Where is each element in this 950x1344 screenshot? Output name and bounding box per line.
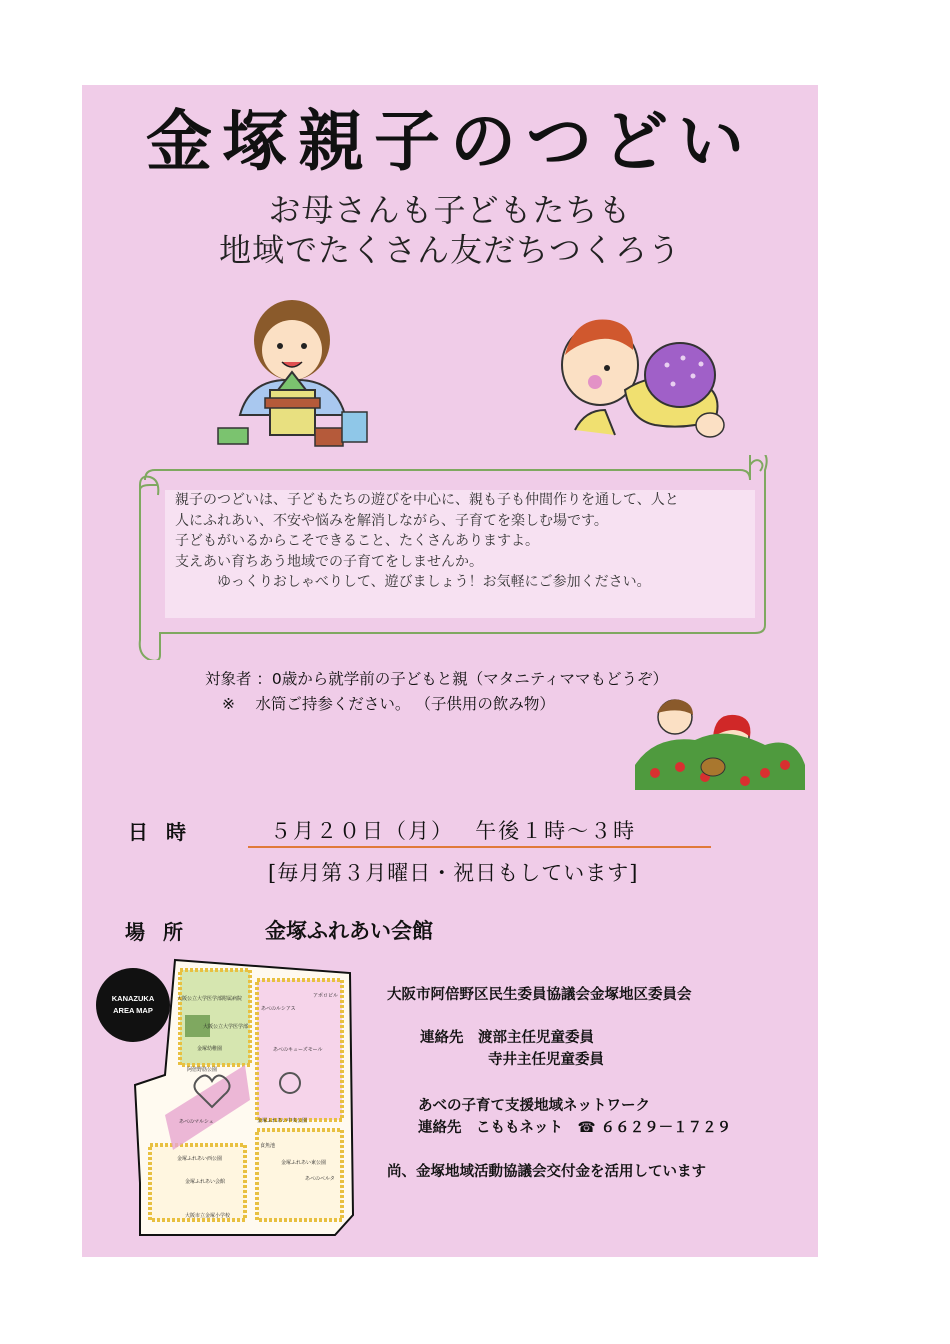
map-label-marche: あべのマルシェ	[179, 1119, 214, 1125]
kids-strawberry-field-illustration	[635, 695, 805, 790]
water-bottle-note: ※ 水筒ご持参ください。 （子供用の飲み物）	[222, 695, 555, 713]
grant-note: 尚、金塚地域活動協議会交付金を活用しています	[387, 1164, 706, 1180]
map-label-park-abeno: 阿倍野筋公園	[187, 1067, 218, 1073]
date-underline	[248, 846, 711, 848]
committee-name: 大阪市阿倍野区民生委員協議会金塚地区委員会	[387, 987, 692, 1003]
message-box	[165, 490, 755, 618]
boy-with-blocks-illustration	[210, 290, 375, 450]
network-name: あべの子育て支援地域ネットワーク	[418, 1098, 650, 1114]
message-line-2: 人にふれあい、不安や悩みを解消しながら、子育てを楽しむ場です。	[175, 512, 608, 529]
map-badge-line-2: AREA MAP	[113, 1006, 153, 1015]
target-audience: 対象者 ：0歳から就学前の子どもと親（マタニティママもどうぞ）	[205, 670, 669, 688]
map-label-med: 大阪公立大学医学部	[203, 1024, 249, 1030]
map-label-hall: 金塚ふれあい会館	[185, 1179, 226, 1185]
subtitle-line-2: 地域でたくさん友だちつくろう	[219, 231, 681, 269]
contact-1: 連絡先 渡部主任児童委員	[420, 1030, 594, 1046]
map-badge-line-1: KANAZUKA	[111, 994, 155, 1003]
map-label-east-park: 金塚ふれあい東公園	[281, 1160, 327, 1166]
map-label-lucias: あべのルシアス	[261, 1006, 296, 1012]
place-label: 場所	[125, 920, 201, 944]
date-value: ５月２０日（月） 午後１時～３時	[270, 819, 637, 843]
map-label-kinder: 金塚幼稚園	[197, 1046, 223, 1052]
place-value: 金塚ふれあい会館	[265, 919, 433, 943]
map-label-center-park: 金塚ふれあい中央公園	[257, 1118, 308, 1124]
map-label-school: 大阪市立金塚小学校	[185, 1213, 231, 1219]
crawling-baby-illustration	[555, 310, 730, 450]
map-label-west-park: 金塚ふれあい西公園	[177, 1156, 223, 1162]
date-monthly-note: [毎月第３月曜日・祝日もしています]	[268, 861, 639, 885]
message-line-4: 支えあい育ちあう地域での子育てをしませんか。	[175, 553, 483, 570]
map-label-apollo: アポロビル	[313, 993, 339, 999]
map-label-hospital: 大阪公立大学医学部附属病院	[177, 996, 243, 1002]
area-map	[95, 955, 365, 1240]
message-line-3: 子どもがいるからこそできること、たくさんありますよ。	[175, 533, 539, 549]
message-line-5: ゆっくりおしゃべりして、遊びましょう！お気軽にご参加ください。	[217, 574, 651, 590]
map-label-food: 食魚池	[260, 1143, 276, 1149]
subtitle-line-1: お母さんも子どもたちも	[268, 191, 632, 229]
date-label: 日時	[128, 820, 204, 844]
contact-2: 寺井主任児童委員	[488, 1052, 604, 1068]
map-label-bertha: あべのベルタ	[305, 1176, 335, 1182]
message-line-1: 親子のつどいは、子どもたちの遊びを中心に、親も子も仲間作りを通して、人と	[175, 492, 679, 508]
map-label-qs: あべのキューズモール	[273, 1047, 323, 1053]
page-title: 金塚親子のつどい	[146, 103, 754, 180]
network-contact: 連絡先 こももネット ☎ ６６２９－１７２９	[418, 1120, 732, 1136]
